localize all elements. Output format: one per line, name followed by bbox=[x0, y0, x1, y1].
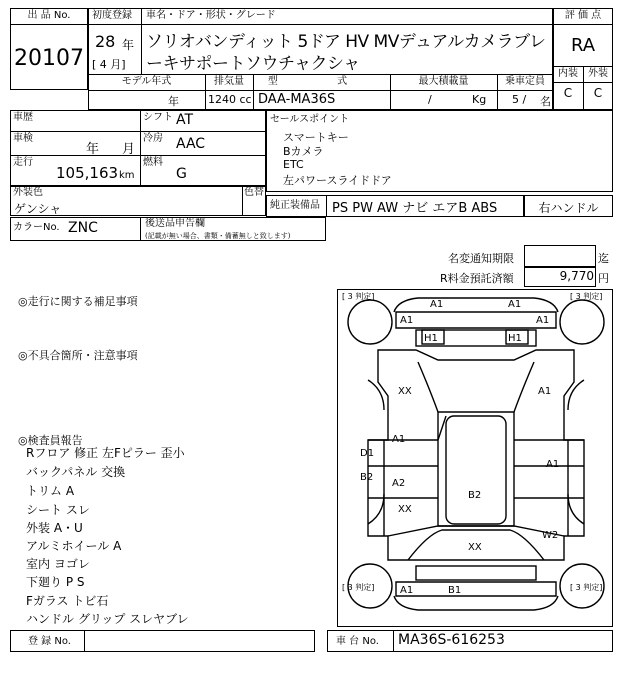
car-name-label: 車名・ドア・形状・グレード bbox=[146, 10, 276, 21]
reg-no-label: 登 録 No. bbox=[28, 636, 71, 647]
inspection-label: 車検 bbox=[13, 133, 33, 144]
exhibit-no-label: 出 品 No. bbox=[27, 10, 71, 21]
displacement: 1240 cc bbox=[208, 93, 252, 106]
inspector-line: シート スレ bbox=[26, 503, 90, 517]
chassis-no: MA36S-616253 bbox=[398, 632, 505, 648]
equip-value: PS PW AW ナビ エアB ABS bbox=[332, 201, 498, 216]
mark-b2: B2 bbox=[468, 490, 482, 501]
model-year-unit: 年 bbox=[168, 95, 179, 108]
inspector-line: Fガラス トビ石 bbox=[26, 594, 109, 608]
name-change-unit: 迄 bbox=[598, 252, 609, 265]
defects-title: ◎不具合箇所・注意事項 bbox=[18, 349, 138, 362]
color-no-label: カラーNo. bbox=[13, 222, 60, 233]
mark-a1: A1 bbox=[508, 299, 522, 310]
type-label: 型 式 bbox=[267, 76, 376, 87]
interior-label: 内装 bbox=[558, 68, 578, 79]
car-name-line1: ソリオバンディット 5ドア HV MVデュアルカメラブレ bbox=[146, 32, 546, 52]
capacity-unit: 名 bbox=[540, 95, 551, 108]
ext-color-value: ゲンシャ bbox=[14, 202, 62, 216]
exterior-score: C bbox=[593, 86, 603, 100]
first-reg-label: 初度登録 bbox=[92, 10, 132, 21]
docs-note: (記載が無い場合、書類・備蓄無しと致します) bbox=[145, 232, 291, 240]
shift-label: シフト bbox=[143, 112, 173, 123]
recolor-label: 色替 bbox=[244, 187, 264, 198]
exhibit-no: 20107 bbox=[14, 46, 84, 71]
color-no-value: ZNC bbox=[68, 220, 98, 236]
tag-bottom-left: [ 3 判定] bbox=[342, 583, 375, 592]
max-load-unit: Kg bbox=[472, 93, 487, 106]
fuel-label: 燃料 bbox=[143, 157, 163, 168]
car-name-line2: ーキサポートソウチャクシャ bbox=[146, 54, 360, 74]
mileage-unit: km bbox=[119, 170, 135, 181]
capacity-label: 乗車定員 bbox=[505, 76, 545, 87]
first-reg-year: 28 bbox=[95, 32, 116, 51]
chassis-label: 車 台 No. bbox=[336, 636, 379, 647]
mark-a1: A1 bbox=[536, 315, 550, 326]
inspector-line: 外装 A・U bbox=[26, 521, 83, 535]
tag-top-left: [ 3 判定] bbox=[342, 292, 375, 301]
mark-d1: D1 bbox=[360, 448, 375, 459]
equip-label: 純正装備品 bbox=[270, 200, 320, 211]
cooling-value: AAC bbox=[176, 136, 206, 152]
inspector-line: ハンドル グリップ スレヤブレ bbox=[26, 612, 189, 626]
mark-b1: B1 bbox=[448, 585, 462, 596]
mark-xx: XX bbox=[398, 386, 412, 397]
info-box bbox=[10, 110, 266, 186]
capacity-value: 5 / bbox=[512, 93, 527, 106]
name-change-box bbox=[524, 245, 596, 267]
max-load-label: 最大積載量 bbox=[418, 76, 469, 87]
first-reg-month: [ 4 月] bbox=[92, 58, 126, 71]
mark-b2: B2 bbox=[360, 472, 374, 483]
inspector-line: アルミホイール A bbox=[26, 539, 122, 553]
sales-point-item: 左パワースライドドア bbox=[283, 174, 392, 187]
exterior-label: 外装 bbox=[588, 68, 608, 79]
sales-point-item: Bカメラ bbox=[283, 145, 324, 158]
model-year-label: モデル年式 bbox=[121, 76, 172, 87]
mark-xx: XX bbox=[468, 542, 482, 553]
mark-h1: H1 bbox=[424, 333, 438, 344]
mark-w2: W2 bbox=[542, 530, 559, 541]
fuel-value: G bbox=[176, 166, 187, 182]
sales-points-label: セールスポイント bbox=[270, 114, 350, 125]
name-change-label: 名変通知期限 bbox=[448, 252, 514, 265]
interior-score: C bbox=[563, 86, 573, 100]
inspection-year-unit: 年 bbox=[86, 142, 100, 157]
score-label: 評 価 点 bbox=[564, 10, 602, 21]
mark-a1: A1 bbox=[430, 299, 444, 310]
inspector-line: バックパネル 交換 bbox=[26, 465, 126, 479]
displacement-label: 排気量 bbox=[214, 76, 244, 87]
recycle-amount: 9,770 bbox=[559, 269, 594, 283]
type-value: DAA-MA36S bbox=[258, 92, 336, 107]
car-diagram bbox=[337, 289, 613, 627]
shift-value: AT bbox=[176, 112, 194, 128]
car-diagram-svg bbox=[338, 290, 614, 628]
recycle-unit: 円 bbox=[598, 272, 609, 285]
mark-h1: H1 bbox=[508, 333, 522, 344]
inspector-title: ◎検査員報告 bbox=[18, 434, 83, 447]
sales-point-item: ETC bbox=[283, 158, 304, 171]
steering-value: 右ハンドル bbox=[538, 201, 599, 215]
mileage-value: 105,163 bbox=[56, 164, 119, 182]
mark-a1: A1 bbox=[400, 315, 414, 326]
inspection-month-unit: 月 bbox=[122, 142, 136, 157]
tag-bottom-right: [ 3 判定] bbox=[570, 583, 603, 592]
max-load-value: / bbox=[428, 93, 432, 106]
docs-label: 後送品申告欄 bbox=[145, 218, 205, 229]
inspector-line: 室内 ヨゴレ bbox=[26, 557, 90, 571]
mileage-label: 走行 bbox=[13, 157, 33, 168]
score-value: RA bbox=[570, 35, 596, 56]
mark-a1: A1 bbox=[538, 386, 552, 397]
supplement-title: ◎走行に関する補足事項 bbox=[18, 295, 138, 308]
inspector-line: 下廻り P S bbox=[26, 575, 85, 589]
mark-a1: A1 bbox=[546, 459, 560, 470]
first-reg-year-unit: 年 bbox=[122, 38, 135, 52]
history-label: 車歴 bbox=[13, 112, 33, 123]
recycle-label: R料金預託済額 bbox=[440, 272, 514, 285]
sales-point-item: スマートキー bbox=[283, 131, 349, 144]
mark-a2: A2 bbox=[392, 478, 406, 489]
mark-a1: A1 bbox=[392, 434, 406, 445]
cooling-label: 冷房 bbox=[143, 133, 163, 144]
mark-xx: XX bbox=[398, 504, 412, 515]
inspector-line: トリム A bbox=[26, 484, 75, 498]
inspector-line: Rフロア 修正 左Fピラー 歪小 bbox=[26, 446, 185, 460]
tag-top-right: [ 3 判定] bbox=[570, 292, 603, 301]
ext-color-label: 外装色 bbox=[13, 187, 43, 198]
mark-a1: A1 bbox=[400, 585, 414, 596]
